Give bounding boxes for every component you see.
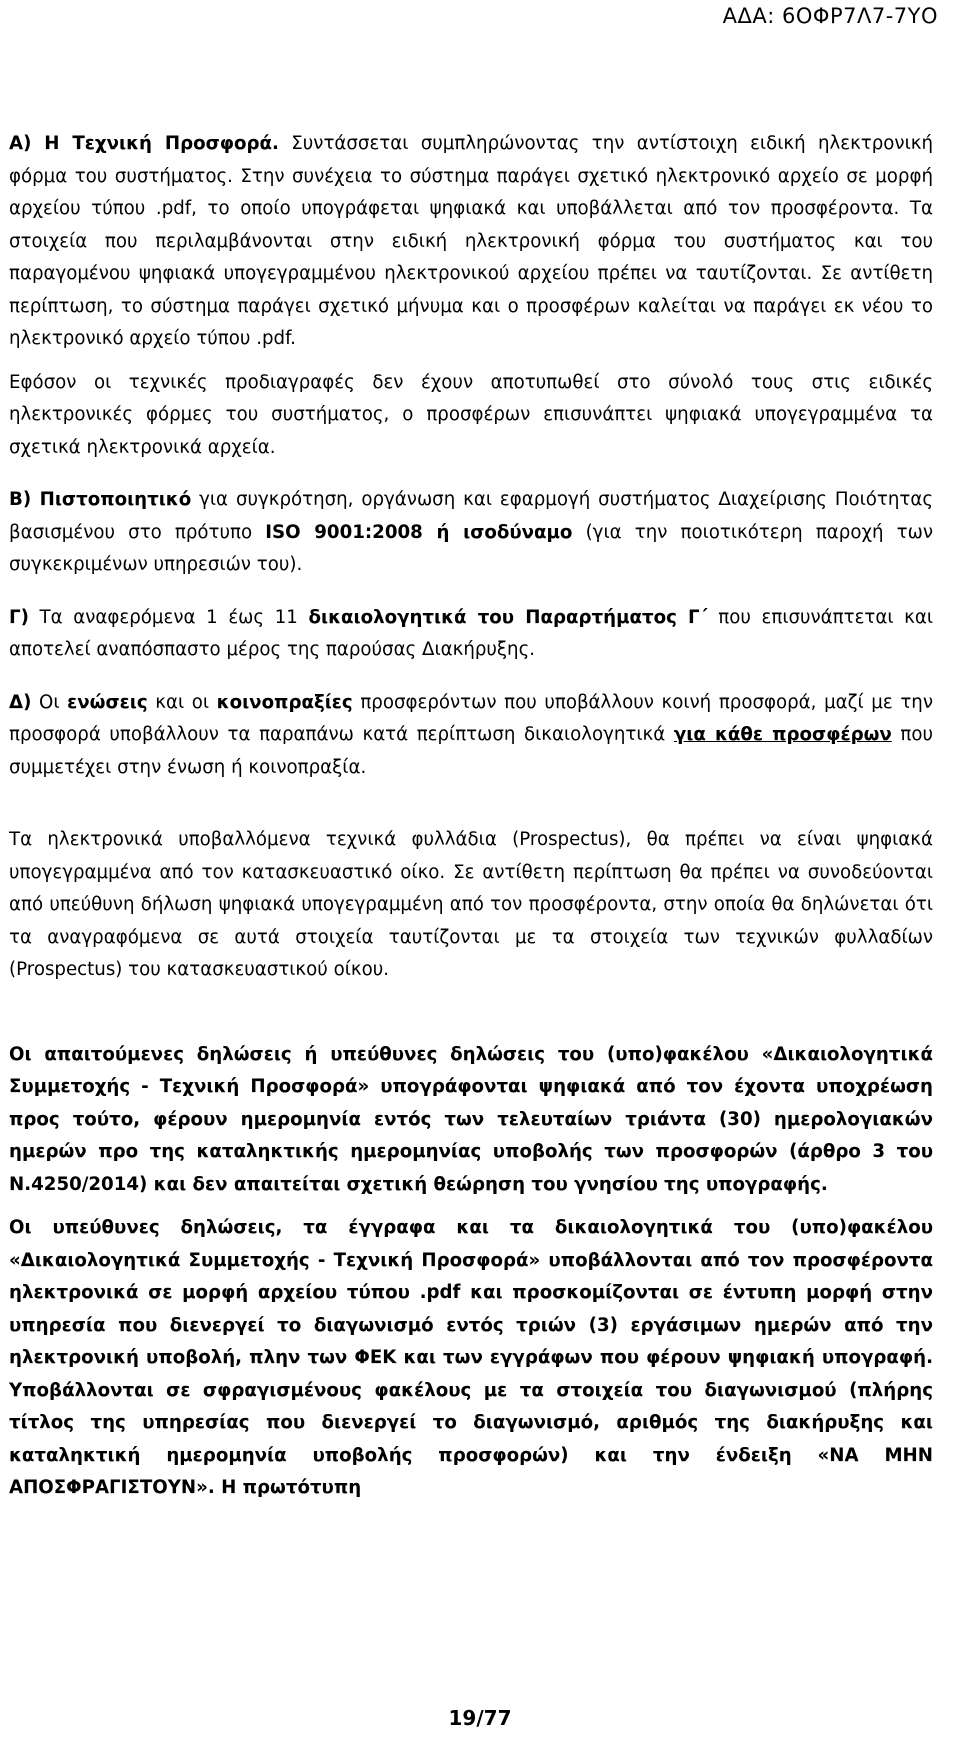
paragraph-technical-specs: Εφόσον οι τεχνικές προδιαγραφές δεν έχουν αποτυπωθεί στο σύνολό τους στις ειδικές ηλεκτρονικές φόρμες του συστήματος, ο προσφέρων επισυνάπτει ψηφιακά υπογεγραμμένα τα σχετικά ηλεκτρονικά αρχεία.	[9, 371, 933, 458]
iso-standard: ISO 9001:2008 ή ισοδύναμο	[265, 521, 573, 543]
paragraph-declarations: Οι απαιτούμενες δηλώσεις ή υπεύθυνες δηλώσεις του (υπο)φακέλου «Δικαιολογητικά Συμμετοχής - Τεχνική Προσφορά» υπογράφονται ψηφιακά από τον έχοντα υποχρέωση προς τούτο, φέρουν ημερομηνία εντός των τελευταίων τριάντα (30) ημερολογιακών ημερών προ της καταληκτικής ημερομηνίας υποβολής των προσφορών (άρθρο 3 του Ν.4250/2014) και δεν απαιτείται σχετική θεώρηση του γνησίου της υπογραφής.	[9, 1043, 933, 1195]
label-a: Α) Η Τεχνική Προσφορά.	[9, 133, 279, 154]
paragraph-d-text4: που συμμετέχει στην ένωση ή κοινοπραξία.	[9, 724, 933, 778]
paragraph-a-technical-offer	[9, 128, 933, 356]
paragraph-b-text1: για συγκρότηση, οργάνωση και εφαρμογή συστήματος Διαχείρισης Ποιότητας βασισμένου στο πρότυπο	[9, 489, 933, 543]
paragraph-submission: Οι υπεύθυνες δηλώσεις, τα έγγραφα και τα δικαιολογητικά του (υπο)φακέλου «Δικαιολογητικά Συμμετοχής - Τεχνική Προσφορά» υποβάλλονται από τον προσφέροντα ηλεκτρονικά σε μορφή αρχείου τύπου .pdf και προσκομίζονται σε έντυπη μορφή στην υπηρεσία που διενεργεί το διαγωνισμό εντός τριών (3) εργάσιμων ημερών από την ηλεκτρονική υποβολή, πλην των ΦΕΚ και των εγγράφων που φέρουν ψηφιακή υπογραφή. Υποβάλλονται σε σφραγισμένους φακέλους με τα στοιχεία του διαγωνισμού (πλήρης τίτλος της υπηρεσίας που διενεργεί το διαγωνισμό, αριθμός της διακήρυξης και καταληκτική ημερομηνία υποβολής προσφορών) και την ένδειξη «ΝΑ ΜΗΝ ΑΠΟΣΦΡΑΓΙΣΤΟΥΝ». Η πρωτότυπη	[9, 1217, 933, 1498]
unions-term: ενώσεις	[67, 691, 148, 713]
paragraph-d-text3: προσφερόντων που υποβάλλουν κοινή προσφορά, μαζί με την προσφορά υποβάλλουν τα παραπάνω κατά περίπτωση δικαιολογητικά	[9, 691, 933, 745]
page-number: 19/77	[448, 1706, 512, 1730]
paragraph-d-text2: και οι	[147, 691, 217, 713]
label-d: Δ)	[9, 691, 32, 713]
paragraph-c-documents	[9, 602, 933, 667]
paragraph-prospectus: Τα ηλεκτρονικά υποβαλλόμενα τεχνικά φυλλάδια (Prospectus), θα πρέπει να είναι ψηφιακά υπογεγραμμένα από τον κατασκευαστικό οίκο. Σε αντίθετη περίπτωση θα πρέπει να συνοδεύονται από υπεύθυνη δήλωση ψηφιακά υπογεγραμμένη από τον προσφέροντα, στην οποία θα δηλώνεται ότι τα αναγραφόμενα σε αυτά στοιχεία ταυτίζονται με τα στοιχεία των τεχνικών φυλλαδίων (Prospectus) του κατασκευαστικού οίκου.	[9, 829, 933, 980]
paragraph-b-text2: (για την ποιοτικότερη παροχή των συγκεκριμένων υπηρεσιών του).	[9, 521, 933, 575]
paragraph-c-text1: Τα αναφερόμενα 1 έως 11	[28, 606, 309, 628]
label-c: Γ)	[9, 606, 29, 628]
paragraph-d-unions	[9, 687, 933, 785]
annex-c-reference: δικαιολογητικά του Παραρτήματος Γ΄	[308, 606, 708, 628]
label-b: Β) Πιστοποιητικό	[9, 489, 192, 510]
paragraph-d-text1: Οι	[31, 691, 68, 713]
each-bidder-emphasis: για κάθε προσφέρων	[673, 724, 892, 745]
document-body	[9, 128, 933, 1505]
ada-code: ΑΔΑ: 6ΟΦΡ7Λ7-7ΥΟ	[722, 4, 938, 28]
joint-ventures-term: κοινοπραξίες	[216, 691, 353, 713]
paragraph-b-certificate	[9, 484, 933, 582]
paragraph-c-text2: που επισυνάπτεται και αποτελεί αναπόσπαστο μέρος της παρούσας Διακήρυξης.	[9, 606, 933, 660]
paragraph-a-text: Συντάσσεται συμπληρώνοντας την αντίστοιχη ειδική ηλεκτρονική φόρμα του συστήματος. Στην συνέχεια το σύστημα παράγει σχετικό ηλεκτρονικό αρχείο σε μορφή αρχείου τύπου .pdf, το οποίο υπογράφεται ψηφιακά και υποβάλλεται από τον προσφέροντα. Τα στοιχεία που περιλαμβάνονται στην ειδική ηλεκτρονική φόρμα του συστήματος και του παραγομένου ψηφιακά υπογεγραμμένου ηλεκτρονικού αρχείου πρέπει να ταυτίζονται. Σε αντίθετη περίπτωση, το σύστημα παράγει σχετικό μήνυμα και ο προσφέρων καλείται να παράγει εκ νέου το ηλεκτρονικό αρχείο τύπου .pdf.	[9, 133, 933, 349]
